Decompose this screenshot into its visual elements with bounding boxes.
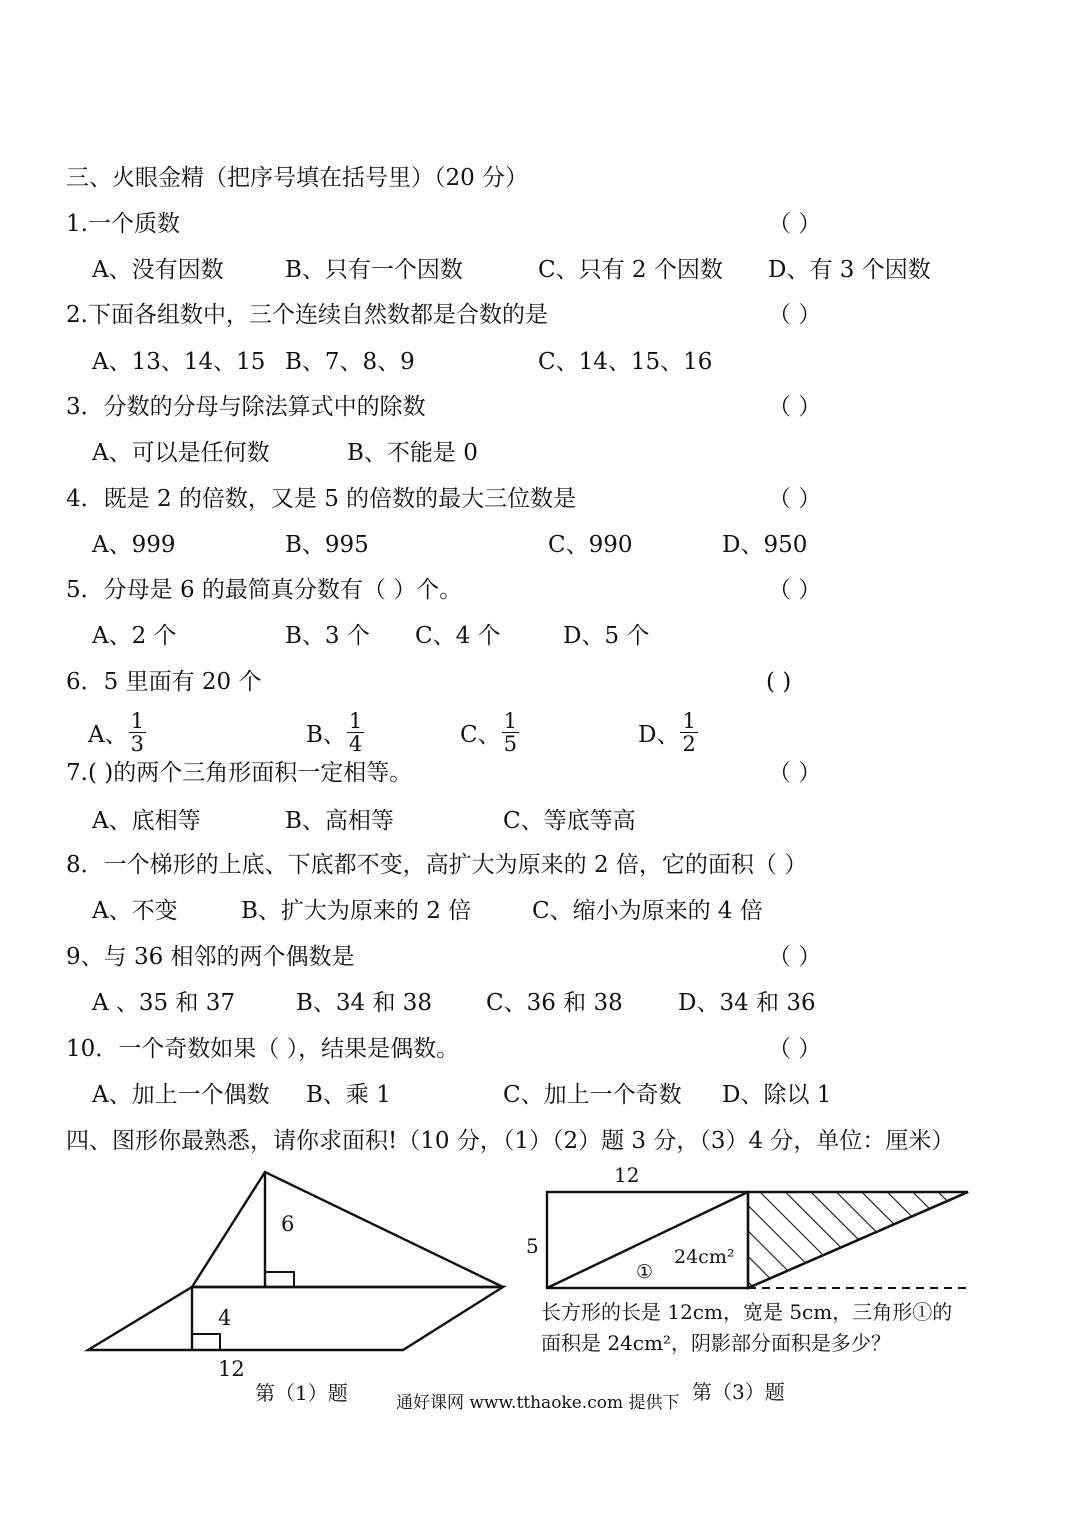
q9-option-d[interactable]: D、34 和 36 [678, 990, 816, 1016]
q4-option-d[interactable]: D、950 [722, 532, 808, 558]
question-8: 8．一个梯形的上底、下底都不变，高扩大为原来的 2 倍，它的面积（ ） [66, 852, 808, 878]
figure-1-label-base: 12 [218, 1357, 245, 1381]
question-5: 5．分母是 6 的最简真分数有（ ）个。 [66, 577, 463, 603]
answer-blank-4[interactable]: （ ） [768, 486, 822, 512]
q10-option-c[interactable]: C、加上一个奇数 [503, 1082, 682, 1108]
answer-blank-2[interactable]: （ ） [768, 302, 822, 328]
q2-option-a[interactable]: A、13、14、15 [92, 349, 266, 375]
figure-1-right-angle-upper [265, 1272, 294, 1287]
q10-option-b[interactable]: B、乘 1 [306, 1082, 391, 1108]
q5-option-b[interactable]: B、3 个 [285, 623, 370, 649]
section-4-title: 四、图形你最熟悉，请你求面积!（10 分，（1）（2）题 3 分，（3）4 分，单位：厘米） [66, 1128, 955, 1154]
answer-blank-1[interactable]: （ ） [768, 211, 822, 237]
question-4: 4．既是 2 的倍数，又是 5 的倍数的最大三位数是 [66, 486, 577, 512]
fraction-denominator: 5 [503, 732, 517, 756]
figure-3-label-length: 12 [614, 1163, 640, 1187]
q2-option-b[interactable]: B、7、8、9 [285, 349, 415, 375]
q9-option-b[interactable]: B、34 和 38 [296, 990, 433, 1016]
option-prefix: D、 [638, 722, 680, 748]
q2-option-c[interactable]: C、14、15、16 [538, 349, 713, 375]
q5-option-a[interactable]: A、2 个 [92, 623, 177, 649]
question-3: 3．分数的分母与除法算式中的除数 [66, 394, 426, 420]
fraction-numerator: 1 [682, 709, 696, 733]
q7-option-c[interactable]: C、等底等高 [503, 808, 636, 834]
question-6: 6．5 里面有 20 个 [66, 669, 262, 695]
option-prefix: B、 [306, 722, 346, 748]
q4-option-b[interactable]: B、995 [285, 532, 369, 558]
figure-3-caption: 第（3）题 [692, 1380, 785, 1404]
answer-blank-9[interactable]: （ ） [768, 944, 822, 970]
figure-1-label-height-upper: 6 [281, 1212, 295, 1236]
section-3-title: 三、火眼金精（把序号填在括号里）（20 分） [66, 165, 529, 191]
footer-source: 通好课网 www.tthaoke.com 提供下 [396, 1393, 680, 1413]
q10-option-a[interactable]: A、加上一个偶数 [92, 1082, 270, 1108]
figure-3-label-area: 24cm² [674, 1246, 735, 1268]
q4-option-c[interactable]: C、990 [548, 532, 633, 558]
option-prefix: C、 [460, 722, 501, 748]
fraction-numerator: 1 [130, 709, 144, 733]
q9-option-a[interactable]: A 、35 和 37 [92, 990, 236, 1016]
question-9: 9、与 36 相邻的两个偶数是 [66, 944, 355, 970]
q3-option-a[interactable]: A、可以是任何数 [92, 440, 270, 466]
figure-3 [547, 1192, 972, 1288]
figure-1-label-height-lower: 4 [218, 1306, 232, 1330]
q5-option-c[interactable]: C、4 个 [415, 623, 501, 649]
question-1: 1.一个质数 [66, 211, 180, 237]
answer-blank-6[interactable]: ( ) [766, 669, 792, 695]
figure-3-description-line-1: 长方形的长是 12cm，宽是 5cm，三角形①的 [541, 1300, 953, 1324]
figure-1-caption: 第（1）题 [255, 1381, 348, 1405]
figure-1-triangle [192, 1172, 503, 1287]
q3-option-b[interactable]: B、不能是 0 [347, 440, 478, 466]
figure-3-label-triangle: ① [636, 1261, 654, 1283]
question-2: 2.下面各组数中，三个连续自然数都是合数的是 [66, 302, 548, 328]
q7-option-b[interactable]: B、高相等 [285, 808, 394, 834]
figure-1-right-angle-lower [192, 1334, 220, 1350]
figure-1-parallelogram [88, 1287, 503, 1350]
question-7: 7.( )的两个三角形面积一定相等。 [66, 760, 413, 786]
q4-option-a[interactable]: A、999 [92, 532, 176, 558]
fraction-numerator: 1 [503, 709, 517, 733]
q9-option-c[interactable]: C、36 和 38 [486, 990, 623, 1016]
answer-blank-10[interactable]: （ ） [768, 1036, 822, 1062]
q10-option-d[interactable]: D、除以 1 [722, 1082, 832, 1108]
answer-blank-5[interactable]: （ ） [768, 577, 822, 603]
fraction-numerator: 1 [348, 709, 363, 733]
q8-option-b[interactable]: B、扩大为原来的 2 倍 [241, 898, 472, 924]
q1-option-a[interactable]: A、没有因数 [92, 257, 224, 283]
option-prefix: A、 [88, 722, 128, 748]
q1-option-c[interactable]: C、只有 2 个因数 [538, 257, 723, 283]
figure-3-label-width: 5 [526, 1234, 539, 1258]
q1-option-d[interactable]: D、有 3 个因数 [768, 257, 931, 283]
fraction-denominator: 4 [348, 732, 363, 756]
q7-option-a[interactable]: A、底相等 [92, 808, 201, 834]
answer-blank-3[interactable]: （ ） [768, 394, 822, 420]
answer-blank-7[interactable]: （ ） [768, 760, 822, 786]
figure-3-description-line-2: 面积是 24cm²，阴影部分面积是多少？ [541, 1331, 891, 1355]
question-10: 10．一个奇数如果（ ），结果是偶数。 [66, 1036, 460, 1062]
q8-option-c[interactable]: C、缩小为原来的 4 倍 [532, 898, 763, 924]
fraction-denominator: 2 [682, 732, 696, 756]
q5-option-d[interactable]: D、5 个 [563, 623, 650, 649]
q8-option-a[interactable]: A、不变 [92, 898, 178, 924]
figure-1 [88, 1172, 503, 1350]
q1-option-b[interactable]: B、只有一个因数 [285, 257, 463, 283]
fraction-denominator: 3 [130, 732, 144, 756]
